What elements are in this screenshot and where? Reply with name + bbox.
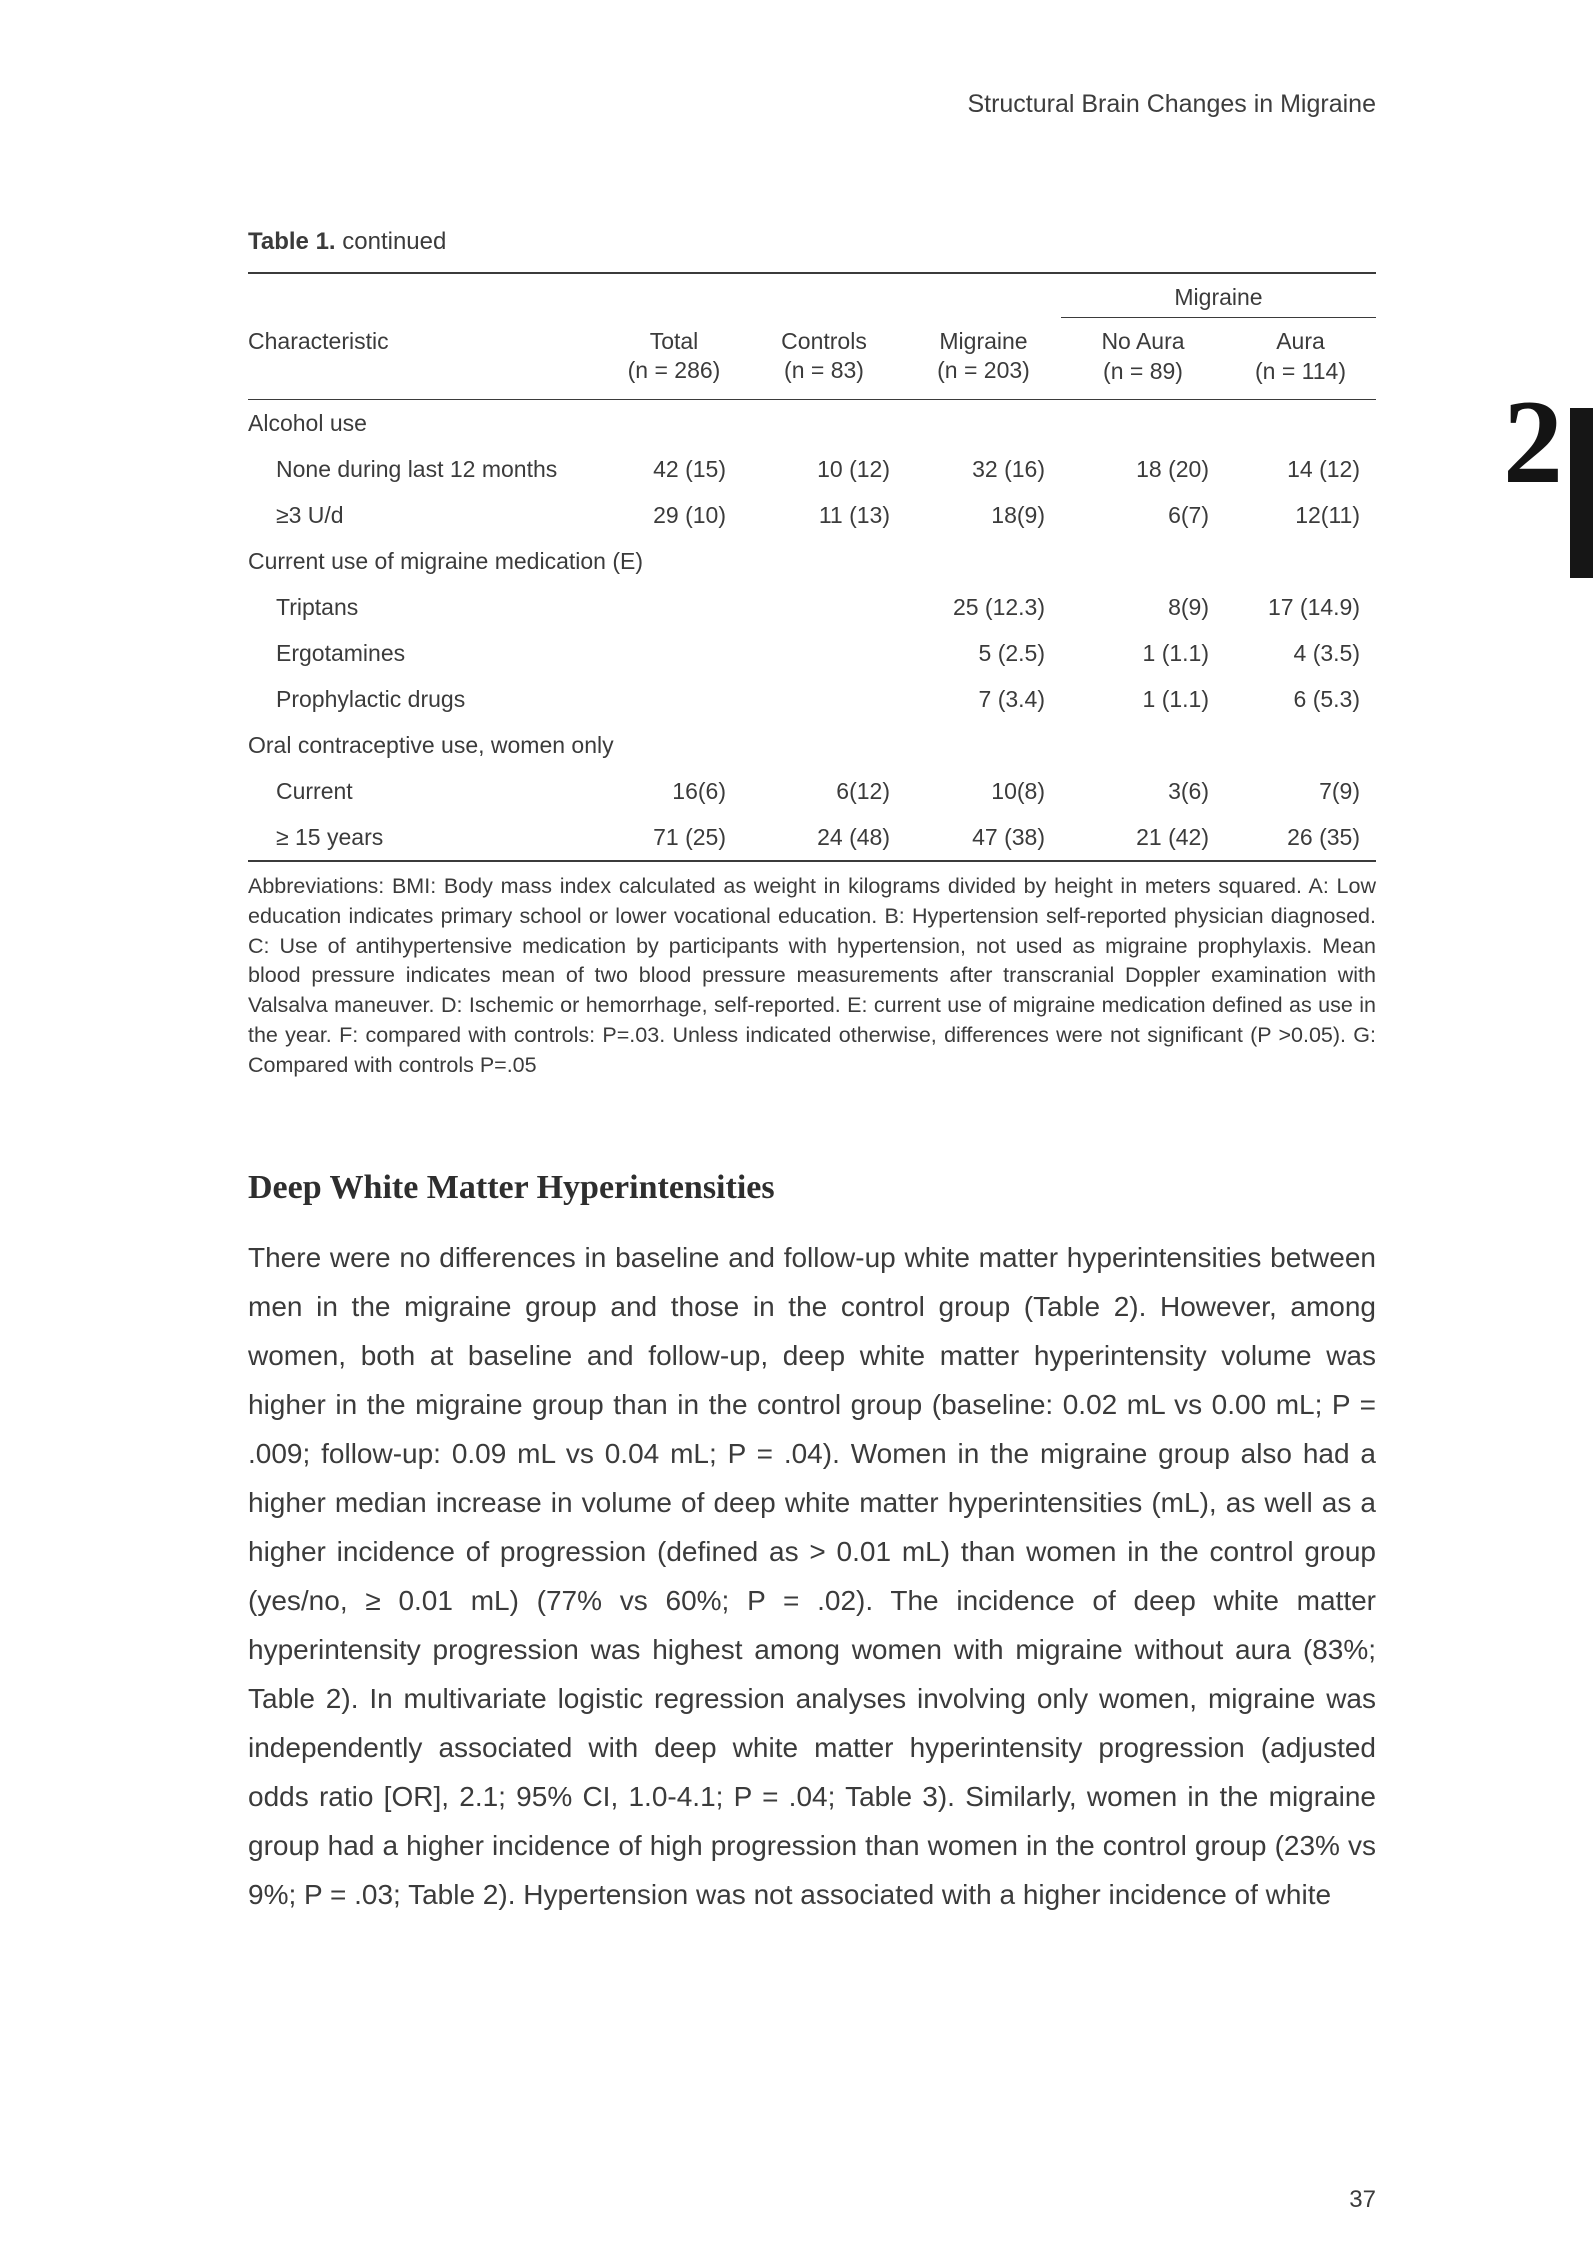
table-footnote: Abbreviations: BMI: Body mass index calculated as weight in kilograms divided by height in meters squared. A: Low education indicates primary school or lower vocational education. B: Hypertension self-reported physician diagnosed. C: Use of antihypertensive medication by participants with hypertension, not used as migraine prophylaxis. Mean blood pressure indicates mean of two blood pressure measurements after transcranial Doppler examination with Valsalva maneuver. D: Ischemic or hemorrhage, self-reported. E: current use of migraine medication defined as use in the year. F: compared with controls: P=.03. Unless indicated otherwise, differences were not significant (P >0.05). G: Compared with controls P=.05 — [248, 873, 1376, 1078]
column-n: (n = 203) — [937, 357, 1030, 384]
table-row — [248, 768, 1376, 814]
table-caption-continued: continued — [342, 228, 447, 255]
cell-value: 16(6) — [672, 777, 726, 804]
column-header-characteristic — [248, 318, 606, 400]
cell-value: 1 (1.1) — [1142, 685, 1209, 712]
column-label: Characteristic — [248, 327, 389, 354]
cell-value — [606, 676, 742, 722]
cell-value — [742, 676, 906, 722]
table-row — [248, 399, 1376, 446]
table-row — [248, 676, 1376, 722]
page-content — [248, 0, 1376, 1919]
cell-value: 21 (42) — [1136, 823, 1209, 850]
cell-value: 11 (13) — [818, 501, 890, 528]
cell-value — [1061, 399, 1225, 446]
column-header-aura — [1225, 318, 1376, 400]
cell-value — [742, 630, 906, 676]
cell-value: 10 (12) — [817, 455, 890, 482]
cell-value — [1061, 538, 1225, 584]
cell-value: 10(8) — [991, 777, 1045, 804]
page-number: 37 — [1349, 2186, 1376, 2213]
table-row — [248, 630, 1376, 676]
cell-value: 1 (1.1) — [1142, 639, 1209, 666]
cell-value: 18 (20) — [1136, 455, 1209, 482]
cell-value: 14 (12) — [1287, 455, 1360, 482]
cell-value: 17 (14.9) — [1267, 593, 1360, 620]
table-caption-label: Table 1. — [248, 228, 336, 255]
body-paragraph: There were no differences in baseline and follow-up white matter hyperintensities between men in the migraine group and those in the control group (Table 2). However, among women, both at baseline and follow-up, deep white matter hyperintensity volume was higher in the migraine group than in the control group (baseline: 0.02 mL vs 0.00 mL; P = .009; follow-up: 0.09 mL vs 0.04 mL; P = .04). Women in the migraine group also had a higher median increase in volume of deep white matter hyperintensities (mL), as well as a higher incidence of progression (defined as > 0.01 mL) than women in the control group (yes/no, ≥ 0.01 mL) (77% vs 60%; P = .02). The incidence of deep white matter hyperintensity progression was highest among women with migraine without aura (83%; Table 2). In multivariate logistic regression analyses involving only women, migraine was independently associated with deep white matter hyperintensity progression (adjusted odds ratio [OR], 2.1; 95% CI, 1.0-4.1; P = .04; Table 3). Similarly, women in the migraine group had a higher incidence of high progression than women in the control group (23% vs 9%; P = .03; Table 2). Hypertension was not associated with a higher incidence of white — [248, 1241, 1376, 1910]
cell-value: 6 (5.3) — [1293, 685, 1360, 712]
cell-value: 42 (15) — [653, 455, 726, 482]
cell-value: 5 (2.5) — [978, 639, 1045, 666]
table-row — [248, 538, 1376, 584]
column-label: Total — [649, 327, 699, 354]
column-n: (n = 83) — [784, 357, 864, 384]
cell-value — [606, 722, 742, 768]
column-label: Aura — [1276, 328, 1325, 354]
row-label: ≥ 15 years — [276, 823, 384, 850]
row-label: Alcohol use — [248, 409, 367, 436]
section-heading: Deep White Matter Hyperintensities — [248, 1168, 775, 1206]
running-head: Structural Brain Changes in Migraine — [967, 90, 1376, 118]
table-row — [248, 492, 1376, 538]
row-label: Prophylactic drugs — [276, 685, 466, 712]
spanner-spacer — [248, 273, 1061, 318]
cell-value: 4 (3.5) — [1293, 639, 1360, 666]
cell-value — [1225, 538, 1376, 584]
cell-value: 29 (10) — [653, 501, 726, 528]
column-n: (n = 286) — [627, 357, 721, 384]
table-body — [248, 399, 1376, 861]
header-row — [248, 318, 1376, 400]
cell-value — [606, 584, 742, 630]
column-n: (n = 114) — [1255, 357, 1346, 384]
cell-value — [1225, 399, 1376, 446]
column-header-no-aura — [1061, 318, 1225, 400]
cell-value — [606, 630, 742, 676]
chapter-number: 2 — [1503, 375, 1563, 508]
cell-value — [742, 584, 906, 630]
cell-value: 71 (25) — [653, 823, 726, 850]
cell-value — [906, 538, 1061, 584]
table-caption — [248, 228, 1376, 256]
row-label: Ergotamines — [276, 639, 406, 666]
row-label: ≥3 U/d — [276, 501, 344, 528]
cell-value: 25 (12.3) — [952, 593, 1045, 620]
table-row — [248, 722, 1376, 768]
table-row — [248, 584, 1376, 630]
column-header-migraine — [906, 318, 1061, 400]
spanner-row — [248, 273, 1376, 318]
row-label: Triptans — [276, 593, 359, 620]
cell-value — [742, 538, 906, 584]
cell-value: 7 (3.4) — [978, 685, 1045, 712]
row-label: Oral contraceptive use, women only — [248, 731, 614, 758]
cell-value — [606, 399, 742, 446]
cell-value: 8(9) — [1168, 593, 1209, 620]
cell-value: 24 (48) — [817, 823, 890, 850]
cell-value — [1225, 722, 1376, 768]
cell-value: 32 (16) — [972, 455, 1045, 482]
column-label: No Aura — [1101, 328, 1185, 354]
column-n: (n = 89) — [1103, 357, 1183, 384]
cell-value: 12(11) — [1295, 501, 1360, 528]
table-1 — [248, 272, 1376, 862]
row-label: Current use of migraine medication (E) — [248, 547, 643, 574]
row-label: None during last 12 months — [276, 455, 558, 482]
cell-value: 3(6) — [1168, 777, 1209, 804]
migraine-spanner: Migraine — [1061, 273, 1376, 318]
cell-value: 6(12) — [836, 777, 890, 804]
cell-value: 47 (38) — [972, 823, 1045, 850]
cell-value — [1061, 722, 1225, 768]
table-row — [248, 446, 1376, 492]
column-label: Controls — [781, 327, 867, 354]
cell-value — [906, 722, 1061, 768]
chapter-tab-bar — [1570, 408, 1593, 578]
cell-value: 7(9) — [1319, 777, 1360, 804]
cell-value — [906, 399, 1061, 446]
cell-value: 26 (35) — [1287, 823, 1360, 850]
table-row — [248, 814, 1376, 861]
column-header-controls — [742, 318, 906, 400]
cell-value — [742, 722, 906, 768]
column-header-total — [606, 318, 742, 400]
row-label: Current — [276, 777, 353, 804]
cell-value: 18(9) — [991, 501, 1045, 528]
cell-value: 6(7) — [1168, 501, 1209, 528]
cell-value — [742, 399, 906, 446]
column-label: Migraine — [939, 327, 1028, 354]
